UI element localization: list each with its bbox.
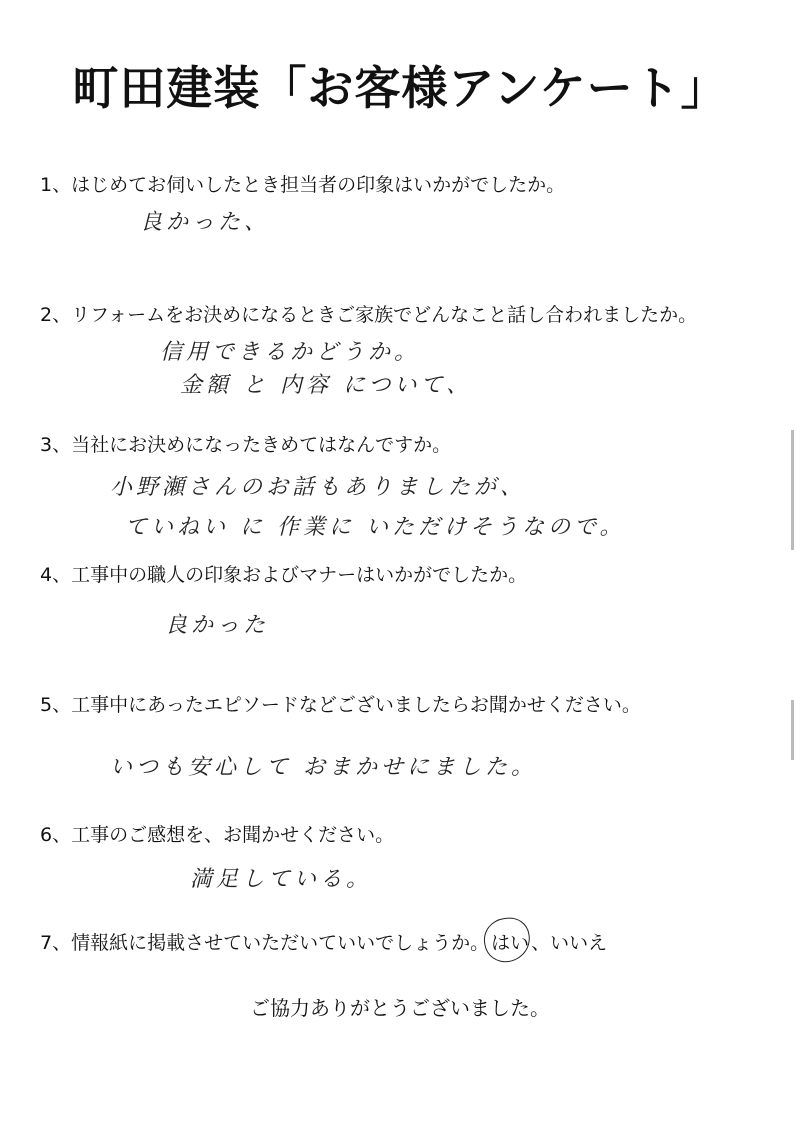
question-3: 3、当社にお決めになったきめてはなんですか。	[40, 434, 452, 456]
answer-3-line-1: 小野瀬さんのお話もありましたが、	[110, 475, 527, 500]
closing-message: ご協力ありがとうございました。	[250, 996, 550, 1020]
question-7-text: 7、情報紙に掲載させていただいていいでしょうか。	[40, 932, 490, 954]
answer-1: 良かった、	[140, 210, 271, 235]
question-6: 6、工事のご感想を、お聞かせください。	[40, 824, 395, 846]
question-7	[40, 928, 607, 955]
question-2: 2、リフォームをお決めになるときご家族でどんなこと話し合われましたか。	[40, 304, 698, 326]
question-1: 1、はじめてお伺いしたとき担当者の印象はいかがでしたか。	[40, 174, 566, 196]
answer-5: いつも安心して おまかせにました。	[110, 755, 537, 780]
answer-6: 満足している。	[190, 867, 373, 892]
question-4: 4、工事中の職人の印象およびマナーはいかがでしたか。	[40, 564, 528, 586]
question-5: 5、工事中にあったエピソードなどございましたらお聞かせください。	[40, 694, 641, 716]
answer-2-line-1: 信用できるかどうか。	[160, 340, 421, 365]
page-title: 町田建装「お客様アンケート」	[72, 61, 728, 115]
option-yes-label: はい	[491, 932, 530, 954]
option-yes[interactable]	[489, 928, 531, 955]
answer-4: 良かった	[165, 613, 270, 638]
option-no-label: いいえ	[550, 932, 608, 954]
scan-edge-mark	[791, 430, 794, 550]
answer-3-line-2: ていねい に 作業に いただけそうなので。	[125, 515, 626, 540]
scan-edge-mark	[791, 700, 794, 760]
option-no[interactable]	[550, 928, 607, 955]
answer-2-line-2: 金額 と 内容 について、	[180, 373, 473, 398]
option-separator: 、	[531, 932, 551, 954]
